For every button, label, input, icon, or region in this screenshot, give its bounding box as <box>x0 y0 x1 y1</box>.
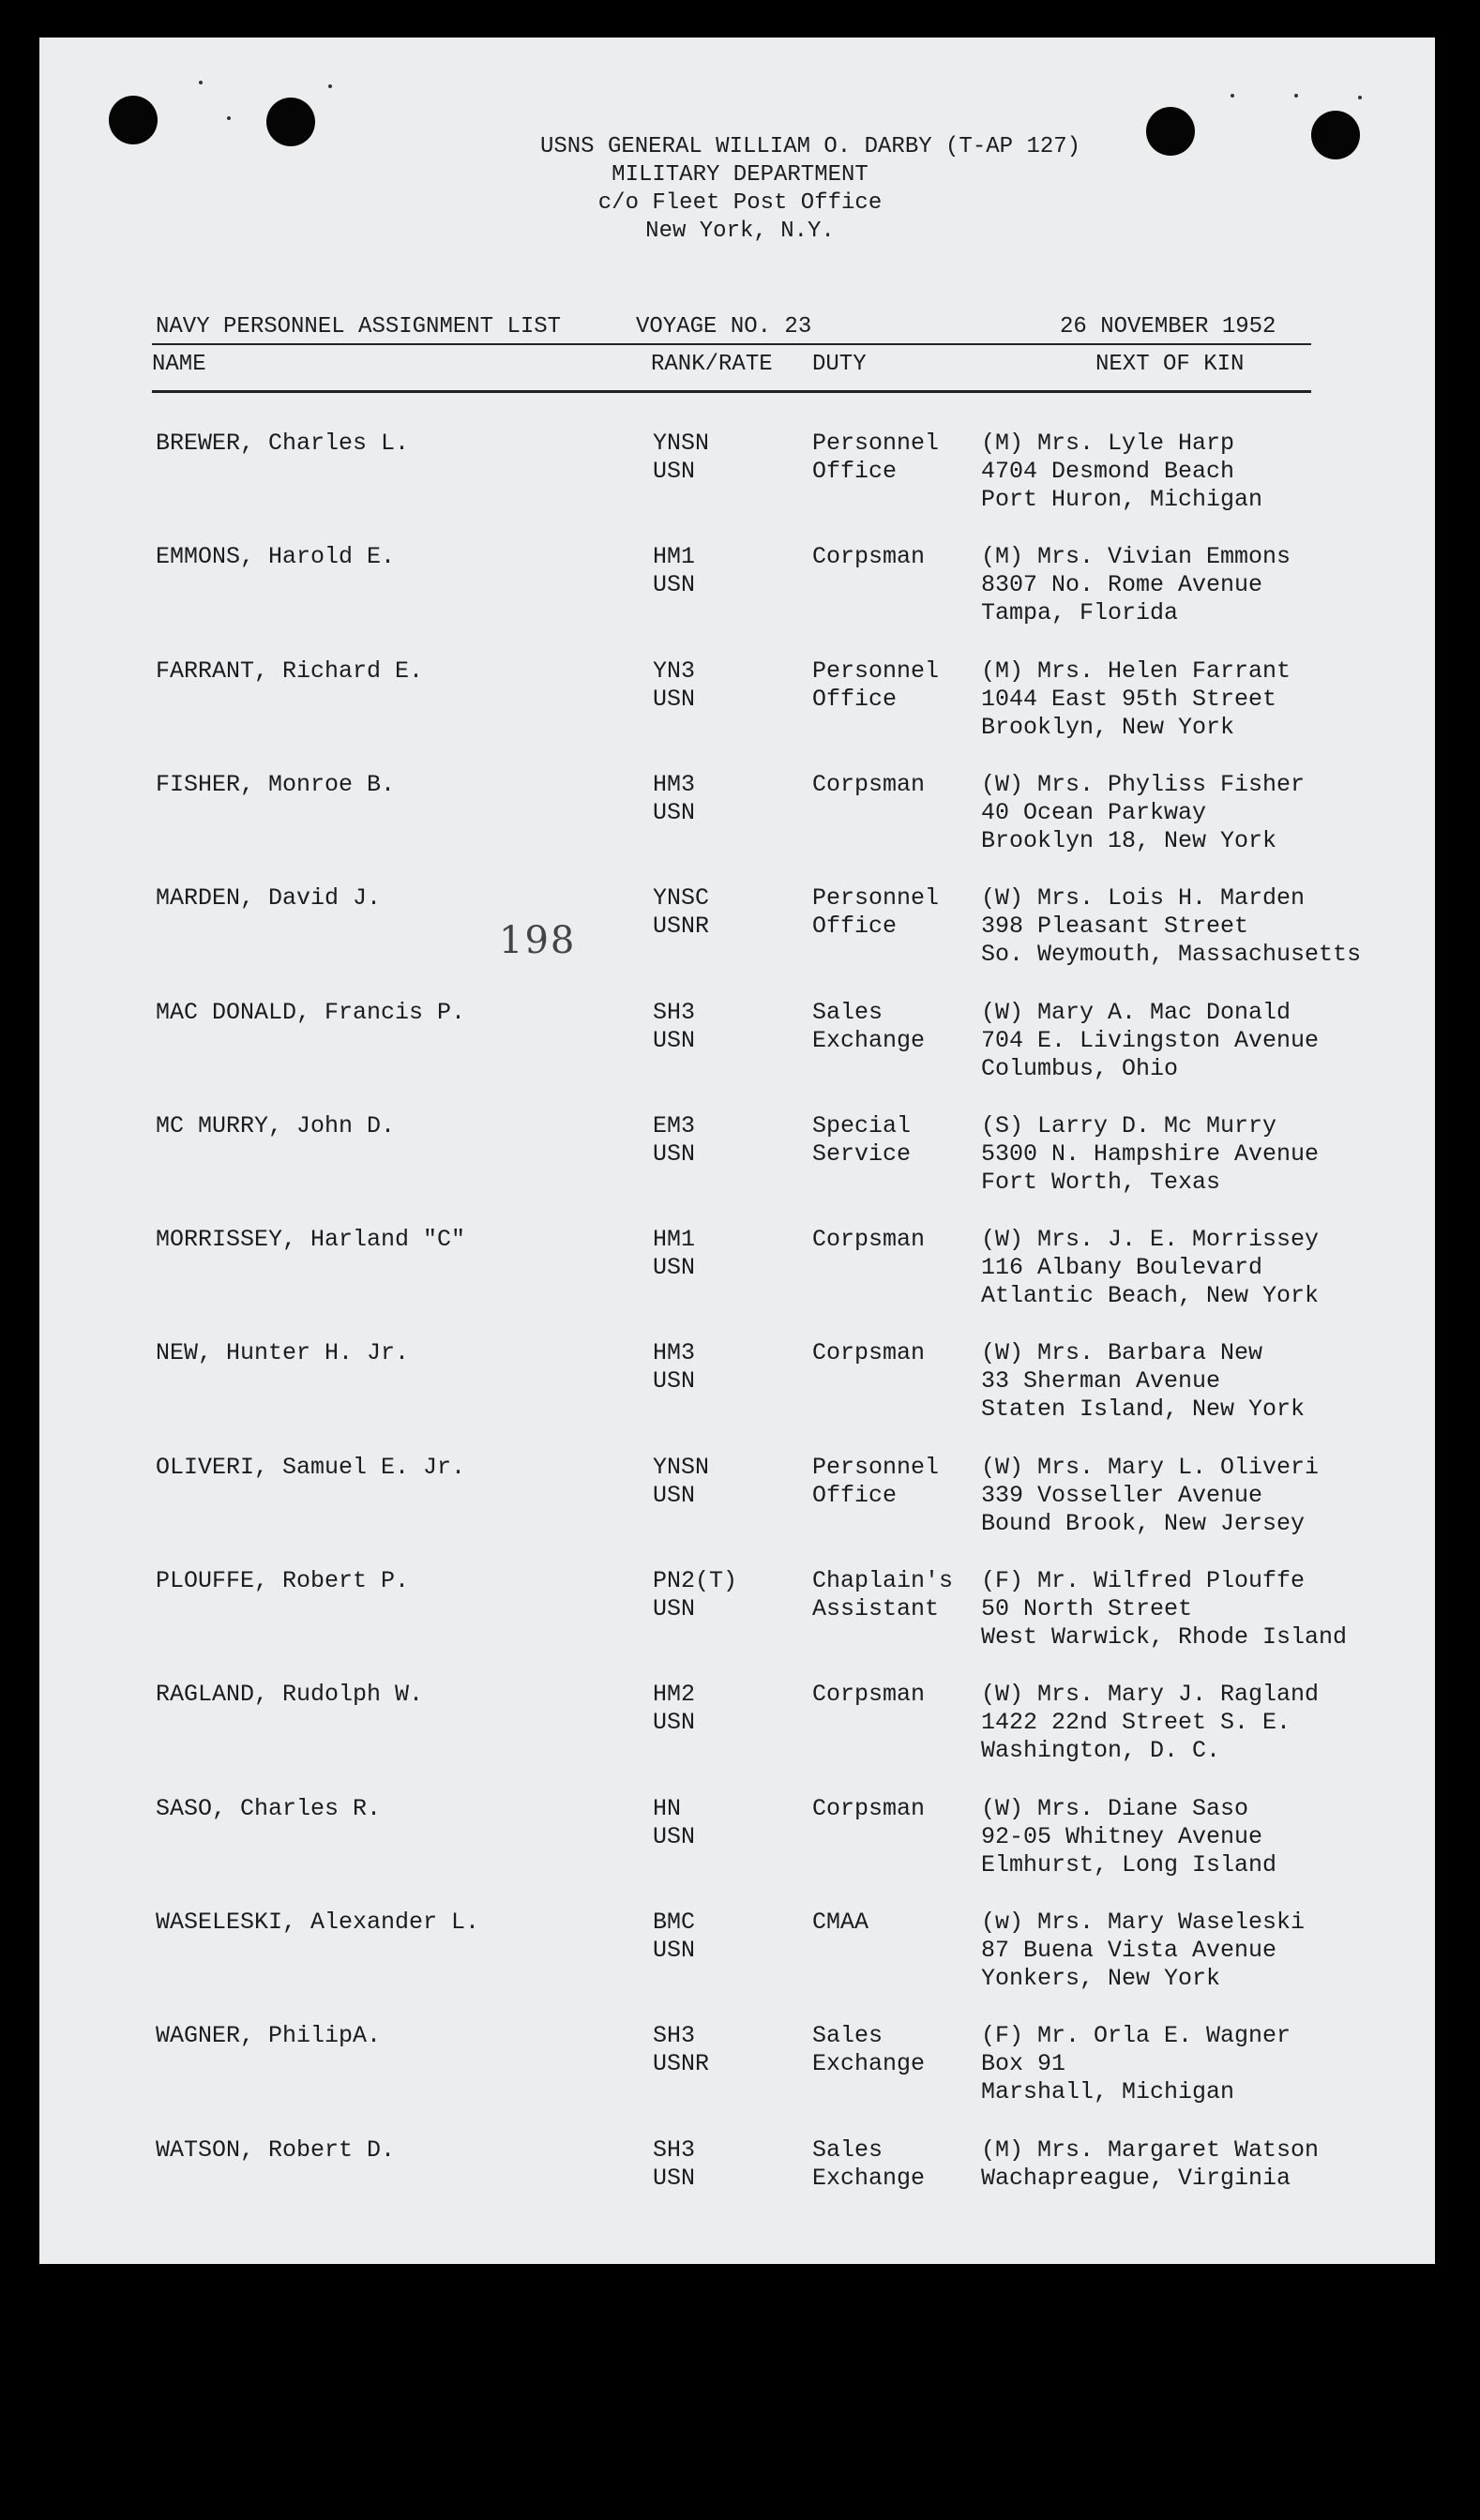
person-duty <box>812 1112 911 1169</box>
person-name-line: MARDEN, David J. <box>156 884 382 912</box>
next-of-kin-line: 5300 N. Hampshire Avenue <box>981 1140 1320 1168</box>
person-rank-line: HM2 <box>653 1681 696 1708</box>
next-of-kin-line: Tampa, Florida <box>981 599 1179 626</box>
speck <box>199 81 203 84</box>
next-of-kin <box>981 1454 1319 1538</box>
person-duty-line: Exchange <box>812 2050 926 2077</box>
person-rank <box>653 430 709 486</box>
person-rank-line: YN3 <box>653 657 696 685</box>
person-name <box>156 884 381 913</box>
next-of-kin-line: Fort Worth, Texas <box>981 1169 1221 1196</box>
person-duty <box>812 430 939 486</box>
person-duty-line: Sales <box>812 2136 883 2164</box>
person-duty-line: Assistant <box>812 1595 940 1622</box>
person-rank-line: USN <box>653 799 696 826</box>
next-of-kin-line: 50 North Street <box>981 1595 1193 1622</box>
person-rank <box>653 1795 695 1851</box>
person-name <box>156 430 409 458</box>
person-duty-line: Office <box>812 686 898 713</box>
next-of-kin-line: 87 Buena Vista Avenue <box>981 1937 1277 1964</box>
speck <box>328 84 332 88</box>
person-duty-line: Personnel <box>812 430 940 457</box>
person-rank <box>653 1454 709 1510</box>
next-of-kin <box>981 2136 1319 2193</box>
person-rank-line: USN <box>653 1709 696 1736</box>
person-duty <box>812 1339 925 1367</box>
person-rank <box>653 1681 695 1737</box>
personnel-entry <box>0 1226 1480 1329</box>
person-duty <box>812 1795 925 1823</box>
person-rank <box>653 2136 695 2193</box>
next-of-kin <box>981 1226 1319 1310</box>
person-duty <box>812 657 939 714</box>
voyage-number: VOYAGE NO. 23 <box>636 314 812 340</box>
next-of-kin-line: Brooklyn 18, New York <box>981 827 1277 854</box>
person-rank-line: USN <box>653 686 696 713</box>
person-name <box>156 1795 381 1823</box>
next-of-kin-line: (w) Mrs. Mary Waseleski <box>981 1909 1306 1936</box>
person-rank-line: HN <box>653 1795 682 1822</box>
person-name-line: WATSON, Robert D. <box>156 2136 396 2164</box>
person-duty <box>812 1226 925 1254</box>
list-title: NAVY PERSONNEL ASSIGNMENT LIST <box>156 314 562 340</box>
next-of-kin-line: Wachapreague, Virginia <box>981 2165 1291 2192</box>
speck <box>1358 96 1362 99</box>
page-number-stamp: 198 <box>499 919 577 962</box>
person-duty <box>812 1909 868 1937</box>
next-of-kin <box>981 771 1305 855</box>
person-duty <box>812 2022 925 2078</box>
personnel-entry <box>0 543 1480 646</box>
person-name <box>156 543 395 571</box>
personnel-entry <box>0 430 1480 533</box>
personnel-entry <box>0 1112 1480 1215</box>
post-office: c/o Fleet Post Office <box>597 190 883 216</box>
person-duty-line: Exchange <box>812 1027 926 1054</box>
person-duty-line: Personnel <box>812 884 940 912</box>
next-of-kin-line: Staten Island, New York <box>981 1396 1306 1423</box>
person-rank <box>653 884 709 941</box>
person-rank-line: USN <box>653 1367 696 1395</box>
person-name <box>156 1454 465 1482</box>
next-of-kin <box>981 1681 1319 1765</box>
person-duty-line: Service <box>812 1140 912 1168</box>
next-of-kin-line: (M) Mrs. Vivian Emmons <box>981 543 1291 570</box>
person-rank <box>653 1909 695 1965</box>
person-name <box>156 771 395 799</box>
person-name <box>156 1681 423 1709</box>
person-duty-line: Office <box>812 913 898 940</box>
next-of-kin-line: 4704 Desmond Beach <box>981 458 1235 485</box>
person-rank-line: USN <box>653 1254 696 1281</box>
person-rank-line: USN <box>653 1595 696 1622</box>
next-of-kin-line: Brooklyn, New York <box>981 714 1235 741</box>
person-duty-line: Special <box>812 1112 912 1139</box>
person-name-line: BREWER, Charles L. <box>156 430 410 457</box>
person-duty <box>812 884 939 941</box>
speck <box>1294 94 1298 98</box>
person-rank-line: USN <box>653 1140 696 1168</box>
person-rank <box>653 1339 695 1396</box>
next-of-kin <box>981 1567 1347 1652</box>
next-of-kin-line: 92-05 Whitney Avenue <box>981 1823 1263 1850</box>
next-of-kin-line: 339 Vosseller Avenue <box>981 1482 1263 1509</box>
person-name <box>156 1112 395 1140</box>
person-duty-line: Office <box>812 1482 898 1509</box>
person-name-line: MORRISSEY, Harland "C" <box>156 1226 466 1253</box>
speck <box>1231 94 1234 98</box>
personnel-entry <box>0 884 1480 988</box>
person-rank <box>653 1112 695 1169</box>
person-name-line: WASELESKI, Alexander L. <box>156 1909 480 1936</box>
person-duty <box>812 771 925 799</box>
next-of-kin-line: (W) Mrs. Diane Saso <box>981 1795 1249 1822</box>
next-of-kin-line: Columbus, Ohio <box>981 1055 1179 1082</box>
person-duty <box>812 1681 925 1709</box>
person-duty-line: Personnel <box>812 657 940 685</box>
person-rank-line: HM3 <box>653 771 696 798</box>
personnel-entry <box>0 771 1480 874</box>
header-rule-top <box>152 343 1311 345</box>
next-of-kin <box>981 657 1291 742</box>
letterhead <box>0 133 1480 246</box>
person-rank-line: HM1 <box>653 1226 696 1253</box>
person-rank-line: USNR <box>653 2050 710 2077</box>
person-duty-line: Corpsman <box>812 543 926 570</box>
next-of-kin-line: So. Weymouth, Massachusetts <box>981 941 1362 968</box>
next-of-kin <box>981 884 1361 969</box>
personnel-entry <box>0 1909 1480 2012</box>
person-rank-line: YNSN <box>653 1454 710 1481</box>
person-duty-line: Corpsman <box>812 1795 926 1822</box>
person-duty-line: Sales <box>812 999 883 1026</box>
person-rank <box>653 2022 709 2078</box>
next-of-kin-line: (W) Mrs. Mary J. Ragland <box>981 1681 1320 1708</box>
personnel-entry <box>0 1567 1480 1670</box>
next-of-kin-line: (S) Larry D. Mc Murry <box>981 1112 1277 1139</box>
next-of-kin-line: (M) Mrs. Helen Farrant <box>981 657 1291 685</box>
next-of-kin-line: Washington, D. C. <box>981 1737 1221 1764</box>
person-rank-line: USN <box>653 1937 696 1964</box>
next-of-kin-line: Port Huron, Michigan <box>981 486 1263 513</box>
personnel-entry <box>0 1339 1480 1442</box>
person-name <box>156 999 465 1027</box>
person-name-line: MC MURRY, John D. <box>156 1112 396 1139</box>
next-of-kin-line: West Warwick, Rhode Island <box>981 1623 1348 1651</box>
person-rank-line: YNSC <box>653 884 710 912</box>
city: New York, N.Y. <box>645 219 835 244</box>
personnel-entry <box>0 1795 1480 1898</box>
person-name-line: RAGLAND, Rudolph W. <box>156 1681 424 1708</box>
next-of-kin-line: 40 Ocean Parkway <box>981 799 1207 826</box>
speck <box>227 116 231 120</box>
next-of-kin-line: (W) Mrs. Barbara New <box>981 1339 1263 1366</box>
person-duty-line: Personnel <box>812 1454 940 1481</box>
next-of-kin-line: Yonkers, New York <box>981 1965 1221 1992</box>
person-name <box>156 1909 479 1937</box>
person-name-line: NEW, Hunter H. Jr. <box>156 1339 410 1366</box>
person-rank-line: USN <box>653 1823 696 1850</box>
column-header-name: NAME <box>152 352 206 377</box>
person-name-line: FISHER, Monroe B. <box>156 771 396 798</box>
person-name-line: WAGNER, PhilipA. <box>156 2022 382 2049</box>
personnel-entry <box>0 999 1480 1102</box>
ship-name: USNS GENERAL WILLIAM O. DARBY (T-AP 127) <box>539 134 1081 159</box>
person-duty-line: Chaplain's <box>812 1567 954 1594</box>
person-duty-line: CMAA <box>812 1909 869 1936</box>
person-rank <box>653 657 695 714</box>
person-name <box>156 2022 381 2050</box>
person-rank-line: USN <box>653 571 696 598</box>
person-name-line: FARRANT, Richard E. <box>156 657 424 685</box>
person-rank-line: USN <box>653 1027 696 1054</box>
person-duty-line: Corpsman <box>812 1226 926 1253</box>
personnel-entry <box>0 2136 1480 2240</box>
next-of-kin <box>981 1795 1276 1879</box>
personnel-entry <box>0 657 1480 761</box>
next-of-kin-line: Bound Brook, New Jersey <box>981 1510 1306 1537</box>
person-rank-line: HM3 <box>653 1339 696 1366</box>
person-rank-line: USN <box>653 2165 696 2192</box>
person-name-line: SASO, Charles R. <box>156 1795 382 1822</box>
person-rank <box>653 771 695 827</box>
person-rank <box>653 543 695 599</box>
column-header-rank: RANK/RATE <box>651 352 773 377</box>
person-rank-line: SH3 <box>653 999 696 1026</box>
person-name-line: MAC DONALD, Francis P. <box>156 999 466 1026</box>
person-duty <box>812 999 925 1055</box>
person-rank <box>653 1226 695 1282</box>
person-rank <box>653 1567 737 1623</box>
person-duty-line: Corpsman <box>812 1681 926 1708</box>
person-rank-line: SH3 <box>653 2136 696 2164</box>
next-of-kin-line: (W) Mrs. Mary L. Oliveri <box>981 1454 1320 1481</box>
list-date: 26 NOVEMBER 1952 <box>1060 314 1276 340</box>
person-duty <box>812 1454 939 1510</box>
person-name <box>156 1226 465 1254</box>
column-header-kin: NEXT OF KIN <box>1095 352 1245 377</box>
next-of-kin-line: (M) Mrs. Margaret Watson <box>981 2136 1320 2164</box>
person-rank-line: EM3 <box>653 1112 696 1139</box>
next-of-kin <box>981 543 1291 627</box>
person-duty <box>812 2136 925 2193</box>
personnel-entry <box>0 1454 1480 1557</box>
person-duty-line: Sales <box>812 2022 883 2049</box>
next-of-kin-line: Atlantic Beach, New York <box>981 1282 1320 1309</box>
person-rank-line: USNR <box>653 913 710 940</box>
next-of-kin-line: (F) Mr. Wilfred Plouffe <box>981 1567 1306 1594</box>
next-of-kin-line: 1044 East 95th Street <box>981 686 1277 713</box>
next-of-kin <box>981 1112 1319 1197</box>
department: MILITARY DEPARTMENT <box>612 162 868 188</box>
personnel-entry <box>0 1681 1480 1784</box>
person-name <box>156 2136 395 2165</box>
person-rank-line: USN <box>653 458 696 485</box>
person-duty <box>812 1567 953 1623</box>
next-of-kin <box>981 1909 1305 1993</box>
next-of-kin-line: 704 E. Livingston Avenue <box>981 1027 1320 1054</box>
person-rank-line: USN <box>653 1482 696 1509</box>
next-of-kin-line: (M) Mrs. Lyle Harp <box>981 430 1235 457</box>
next-of-kin-line: 116 Albany Boulevard <box>981 1254 1263 1281</box>
next-of-kin-line: Elmhurst, Long Island <box>981 1851 1277 1879</box>
person-rank-line: YNSN <box>653 430 710 457</box>
next-of-kin-line: (W) Mrs. Phyliss Fisher <box>981 771 1306 798</box>
next-of-kin-line: 398 Pleasant Street <box>981 913 1249 940</box>
next-of-kin-line: (W) Mary A. Mac Donald <box>981 999 1291 1026</box>
person-duty-line: Corpsman <box>812 771 926 798</box>
person-name-line: OLIVERI, Samuel E. Jr. <box>156 1454 466 1481</box>
next-of-kin-line: 1422 22nd Street S. E. <box>981 1709 1291 1736</box>
person-duty-line: Exchange <box>812 2165 926 2192</box>
person-name-line: PLOUFFE, Robert P. <box>156 1567 410 1594</box>
next-of-kin <box>981 999 1319 1083</box>
column-header-duty: DUTY <box>812 352 867 377</box>
next-of-kin-line: Box 91 <box>981 2050 1066 2077</box>
next-of-kin <box>981 430 1262 514</box>
person-duty-line: Office <box>812 458 898 485</box>
next-of-kin-line: (F) Mr. Orla E. Wagner <box>981 2022 1291 2049</box>
person-name <box>156 657 423 686</box>
person-name <box>156 1339 409 1367</box>
person-name-line: EMMONS, Harold E. <box>156 543 396 570</box>
person-rank <box>653 999 695 1055</box>
next-of-kin-line: (W) Mrs. J. E. Morrissey <box>981 1226 1320 1253</box>
next-of-kin <box>981 2022 1291 2106</box>
person-duty <box>812 543 925 571</box>
person-rank-line: SH3 <box>653 2022 696 2049</box>
person-rank-line: BMC <box>653 1909 696 1936</box>
next-of-kin <box>981 1339 1305 1424</box>
next-of-kin-line: (W) Mrs. Lois H. Marden <box>981 884 1306 912</box>
person-name <box>156 1567 409 1595</box>
person-rank-line: PN2(T) <box>653 1567 738 1594</box>
personnel-entry <box>0 2022 1480 2125</box>
person-rank-line: HM1 <box>653 543 696 570</box>
next-of-kin-line: Marshall, Michigan <box>981 2078 1235 2105</box>
person-duty-line: Corpsman <box>812 1339 926 1366</box>
next-of-kin-line: 33 Sherman Avenue <box>981 1367 1221 1395</box>
header-rule-bottom <box>152 390 1311 393</box>
next-of-kin-line: 8307 No. Rome Avenue <box>981 571 1263 598</box>
